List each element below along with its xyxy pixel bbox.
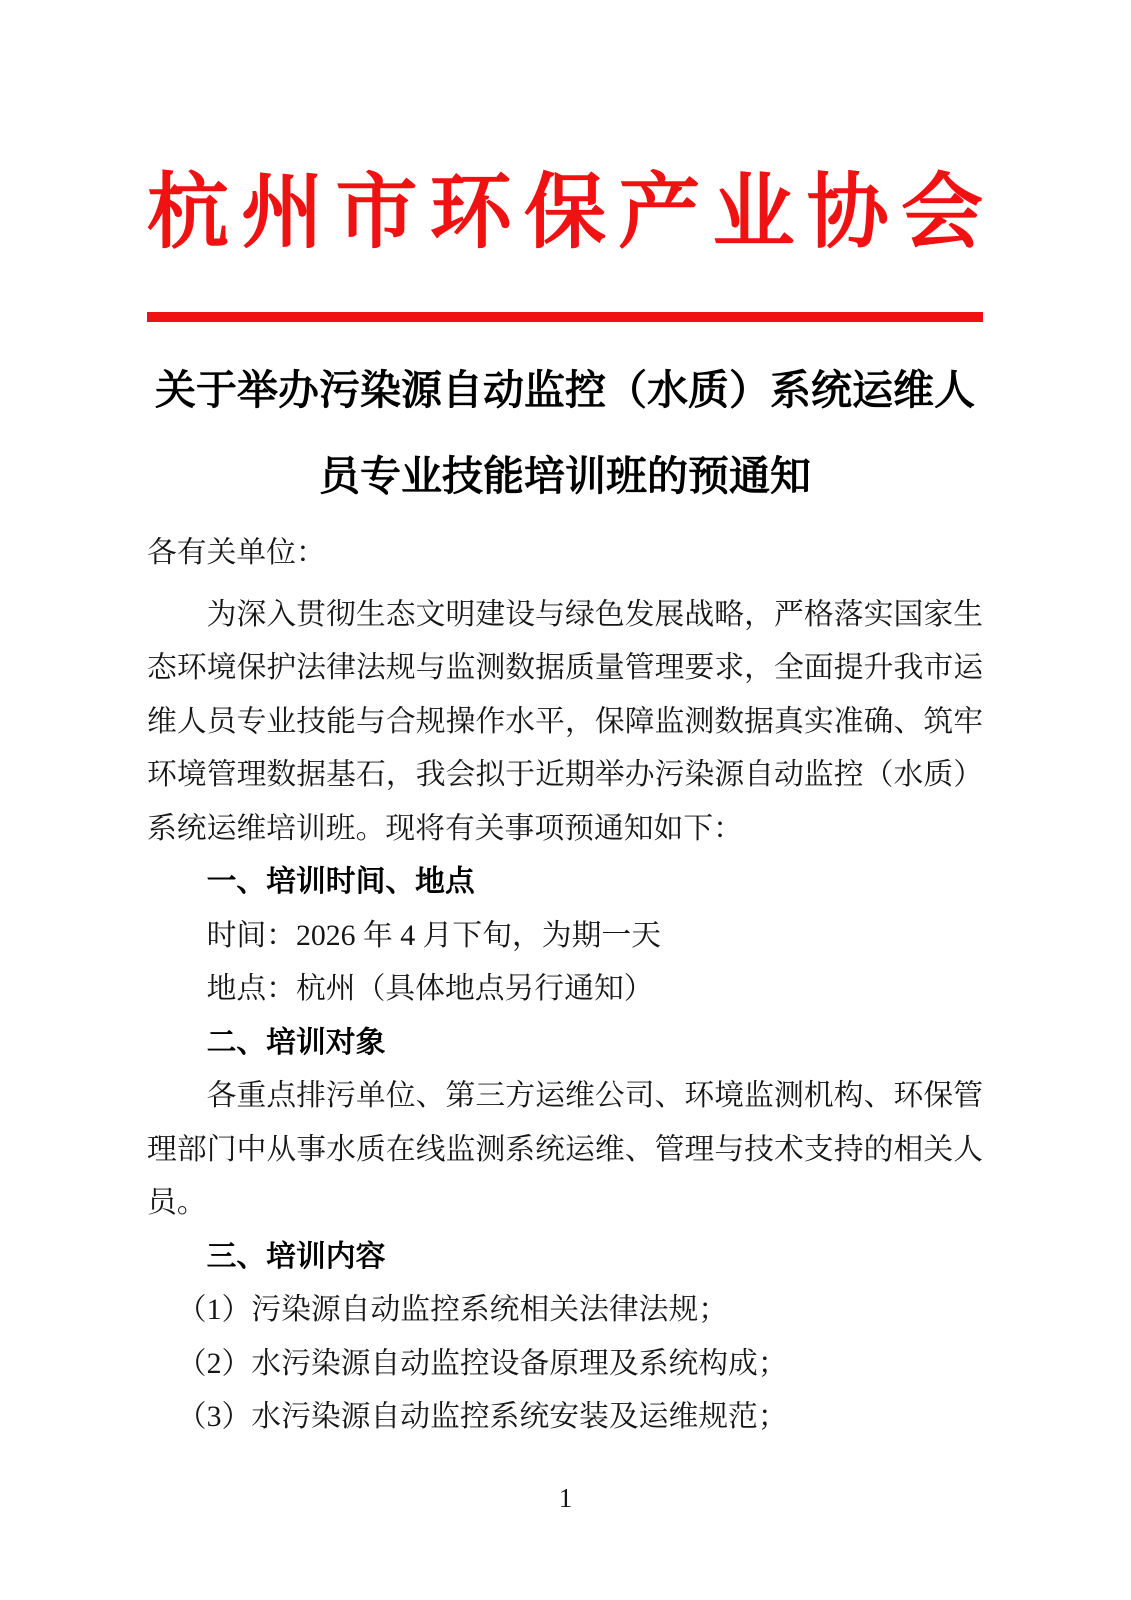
page-content	[0, 167, 1131, 1444]
section1-heading: 一、培训时间、地点	[206, 865, 475, 898]
paragraph1-line3: 维人员专业技能与合规操作水平，保障监测数据真实准确、筑牢	[147, 704, 983, 738]
letterhead-divider-line	[147, 312, 983, 322]
document-title-line1: 关于举办污染源自动监控（水质）系统运维人	[155, 367, 975, 413]
section1-time-line: 时间：2026 年 4 月下旬，为期一天	[206, 918, 661, 952]
section3-item1: （1）污染源自动监控系统相关法律法规；	[176, 1293, 729, 1326]
paragraph1-line5: 系统运维培训班。现将有关事项预通知如下：	[147, 811, 743, 845]
section2-heading: 二、培训对象	[206, 1025, 386, 1059]
section3-item3: （3）水污染源自动监控系统安装及运维规范；	[176, 1400, 788, 1433]
page-number: 1	[558, 1483, 573, 1513]
section2-line2: 理部门中从事水质在线监测系统运维、管理与技术支持的相关人	[147, 1132, 983, 1166]
salutation: 各有关单位：	[147, 536, 326, 569]
section3-item2: （2）水污染源自动监控设备原理及系统构成；	[176, 1346, 788, 1380]
document-title-line2: 员专业技能培训班的预通知	[319, 453, 811, 499]
document-body	[147, 526, 983, 1444]
section1-place-line: 地点：杭州（具体地点另行通知）	[206, 972, 654, 1005]
section2-line3: 员。	[147, 1186, 207, 1219]
section3-heading: 三、培训内容	[206, 1239, 386, 1273]
section2-line1: 各重点排污单位、第三方运维公司、环境监测机构、环保管	[206, 1079, 983, 1112]
paragraph1-line4: 环境管理数据基石，我会拟于近期举办污染源自动监控（水质）	[147, 758, 983, 791]
document-title	[147, 364, 983, 502]
paragraph1-line2: 态环境保护法律法规与监测数据质量管理要求，全面提升我市运	[147, 651, 983, 684]
paragraph1-line1: 为深入贯彻生态文明建设与绿色发展战略，严格落实国家生	[206, 597, 983, 631]
letterhead-org-name: 杭州市环保产业协会	[147, 167, 983, 258]
